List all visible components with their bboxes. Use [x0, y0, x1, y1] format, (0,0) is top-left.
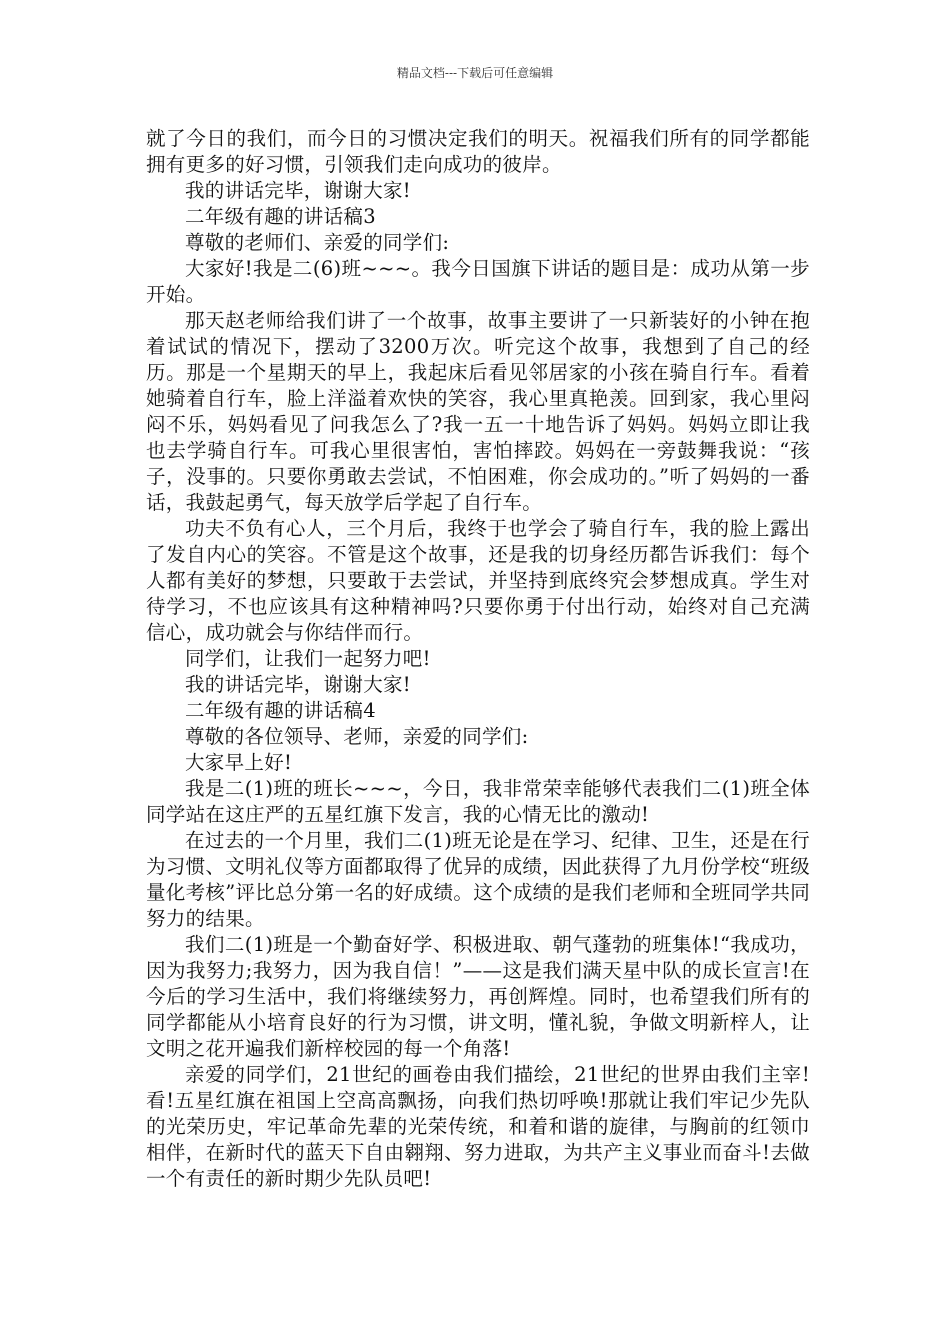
- paragraph: 大家好!我是二(6)班~~~。我今日国旗下讲话的题目是：成功从第一步开始。: [146, 257, 810, 306]
- paragraph: 我的讲话完毕，谢谢大家!: [185, 179, 411, 202]
- paragraph: 就了今日的我们，而今日的习惯决定我们的明天。祝福我们所有的同学都能拥有更多的好习惯，引领我们走向成功的彼岸。: [146, 127, 810, 176]
- paragraph: 在过去的一个月里，我们二(1)班无论是在学习、纪律、卫生，还是在行为习惯、文明礼仪等方面都取得了优异的成绩，因此获得了九月份学校“班级量化考核”评比总分第一名的好成绩。这个成绩的是我们老师和全班同学共同努力的结果。: [146, 829, 810, 930]
- paragraph: 我是二(1)班的班长~~~，今日，我非常荣幸能够代表我们二(1)班全体同学站在这庄严的五星红旗下发言，我的心情无比的激动!: [146, 777, 810, 826]
- paragraph: 尊敬的老师们、亲爱的同学们:: [185, 231, 450, 254]
- paragraph: 我的讲话完毕，谢谢大家!: [185, 673, 411, 696]
- paragraph: 尊敬的各位领导、老师，亲爱的同学们:: [185, 725, 529, 748]
- paragraph: 二年级有趣的讲话稿4: [185, 699, 376, 722]
- document-body: [146, 126, 810, 1192]
- paragraph: 那天赵老师给我们讲了一个故事，故事主要讲了一只新装好的小钟在抱着试试的情况下，摆动了3200万次。听完这个故事，我想到了自己的经历。那是一个星期天的早上，我起床后看见邻居家的小孩在骑自行车。看着她骑着自行车，脸上洋溢着欢快的笑容，我心里真艳羡。回到家，我心里闷闷不乐，妈妈看见了问我怎么了?我一五一十地告诉了妈妈。妈妈立即让我也去学骑自行车。可我心里很害怕，害怕摔跤。妈妈在一旁鼓舞我说：“孩子，没事的。只要你勇敢去尝试，不怕困难，你会成功的。”听了妈妈的一番话，我鼓起勇气，每天放学后学起了自行车。: [146, 309, 810, 514]
- paragraph: 二年级有趣的讲话稿3: [185, 205, 376, 228]
- paragraph: 大家早上好!: [185, 751, 293, 774]
- page-header: 精品文档---下载后可任意编辑: [396, 66, 554, 80]
- paragraph: 同学们，让我们一起努力吧!: [185, 647, 431, 670]
- paragraph: 亲爱的同学们，21世纪的画卷由我们描绘，21世纪的世界由我们主宰!看!五星红旗在祖国上空高高飘扬，向我们热切呼唤!那就让我们牢记少先队的光荣历史，牢记革命先辈的光荣传统，和着和谐的旋律，与胸前的红领巾相伴，在新时代的蓝天下自由翱翔、努力进取，为共产主义事业而奋斗!去做一个有责任的新时期少先队员吧!: [146, 1063, 810, 1190]
- paragraph: 功夫不负有心人，三个月后，我终于也学会了骑自行车，我的脸上露出了发自内心的笑容。不管是这个故事，还是我的切身经历都告诉我们：每个人都有美好的梦想，只要敢于去尝试，并坚持到底终究会梦想成真。学生对待学习，不也应该具有这种精神吗?只要你勇于付出行动，始终对自己充满信心，成功就会与你结伴而行。: [146, 517, 810, 644]
- paragraph: 我们二(1)班是一个勤奋好学、积极进取、朝气蓬勃的班集体!“我成功，因为我努力;我努力，因为我自信！”——这是我们满天星中队的成长宣言!在今后的学习生活中，我们将继续努力，再创辉煌。同时，也希望我们所有的同学都能从小培育良好的行为习惯，讲文明，懂礼貌，争做文明新梓人，让文明之花开遍我们新梓校园的每一个角落!: [146, 933, 810, 1060]
